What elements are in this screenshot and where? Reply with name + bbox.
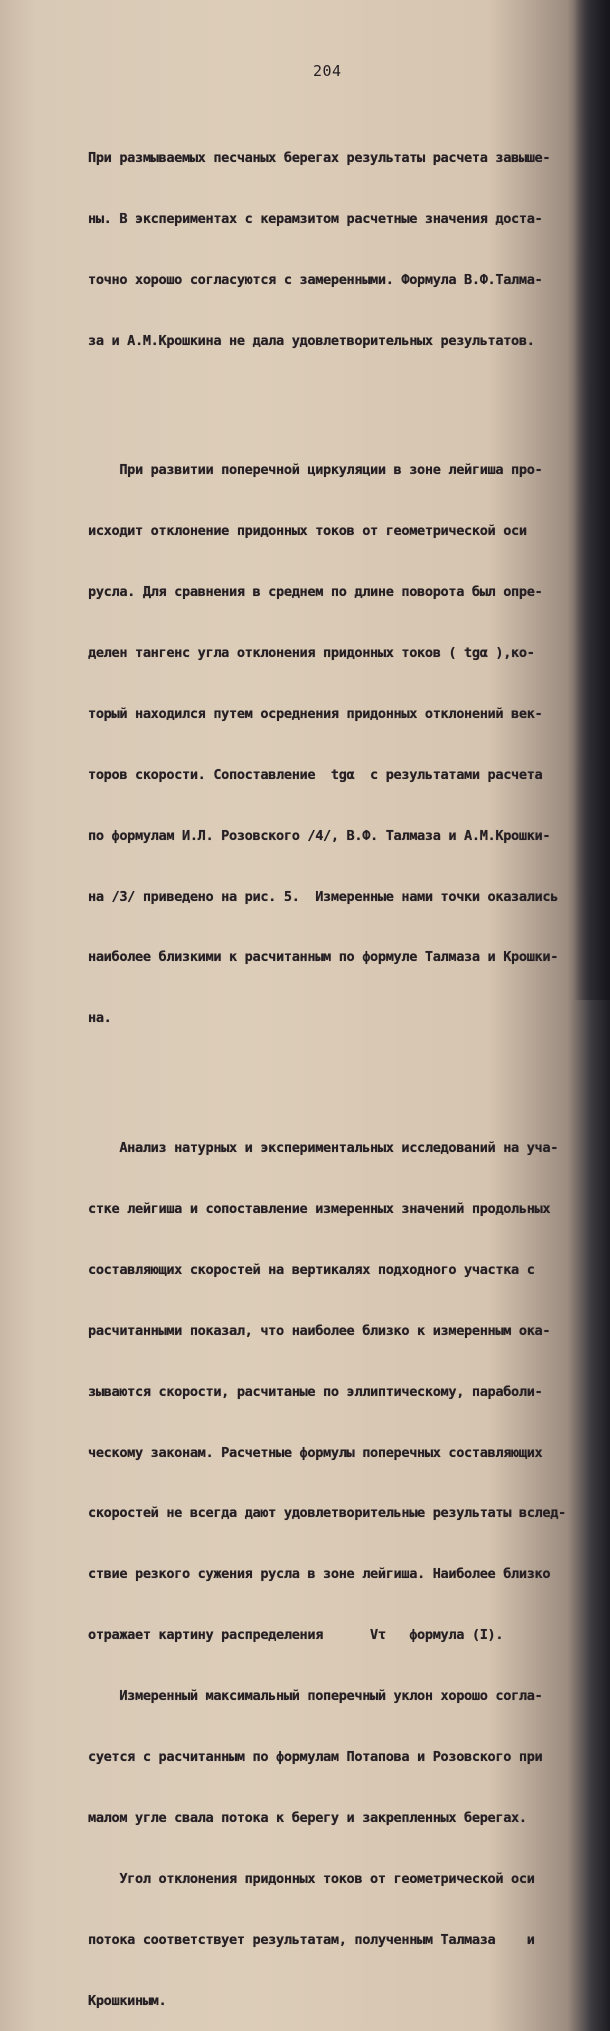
page-number: 204 — [313, 62, 342, 80]
text-line: ны. В экспериментах с керамзитом расчетные значения доста- — [88, 210, 543, 227]
text-line: делен тангенс угла отклонения придонных токов ( tgα ),ко- — [88, 645, 535, 662]
text-line: Измеренный максимальный поперечный уклон хорошо согла- — [88, 1688, 543, 1705]
text-line: расчитанными показал, что наиболее близко к измеренным ока- — [88, 1322, 551, 1339]
text-line: зываются скорости, расчитаные по эллиптическому, параболи- — [88, 1383, 543, 1400]
text-line: При размываемых песчаных берегах результаты расчета завыше- — [88, 149, 551, 166]
text-line: составляющих скоростей на вертикалях подходного участка с — [88, 1261, 535, 1278]
text-line: русла. Для сравнения в среднем по длине поворота был опре- — [88, 584, 543, 601]
text-line: торый находился путем осреднения придонных отклонений век- — [88, 705, 543, 722]
text-line: Крошкиным. — [88, 1992, 167, 2009]
text-line: исходит отклонение придонных токов от геометрической оси — [88, 523, 527, 540]
text-line: потока соответствует результатам, полученным Талмаза и — [88, 1931, 535, 1948]
text-line: Анализ натурных и экспериментальных исследований на уча- — [88, 1140, 559, 1157]
text-line: по формулам И.Л. Розовского /4/, В.Ф. Талмаза и А.М.Крошки- — [88, 827, 551, 844]
text-line: за и А.М.Крошкина не дала удовлетворительных результатов. — [88, 332, 535, 349]
text-line: Угол отклонения придонных токов от геометрической оси — [88, 1870, 535, 1887]
text-line: на. — [88, 1010, 112, 1027]
text-line: стке лейгиша и сопоставление измеренных значений продольных — [88, 1201, 551, 1218]
text-line: на /3/ приведено на рис. 5. Измеренные нами точки оказались — [88, 888, 559, 905]
document-body — [88, 87, 588, 2031]
text-line: малом угле свала потока к берегу и закрепленных берегах. — [88, 1809, 527, 1826]
text-line: наиболее близкими к расчитанным по формуле Талмаза и Крошки- — [88, 949, 559, 966]
text-line: ствие резкого сужения русла в зоне лейгиша. Наиболее близко — [88, 1566, 551, 1583]
text-line: точно хорошо согласуются с замеренными. Формула В.Ф.Талма- — [88, 271, 543, 288]
text-line: При развитии поперечной циркуляции в зоне лейгиша про- — [88, 462, 543, 479]
text-line: торов скорости. Сопоставление tgα с результатами расчета — [88, 766, 543, 783]
text-line: суется с расчитанным по формулам Потапова и Розовского при — [88, 1749, 543, 1766]
text-line: скоростей не всегда дают удовлетворительные результаты вслед- — [88, 1505, 566, 1522]
text-line: отражает картину распределения Vτ формула (I). — [88, 1627, 504, 1644]
text-line: ческому законам. Расчетные формулы поперечных составляющих — [88, 1444, 543, 1461]
